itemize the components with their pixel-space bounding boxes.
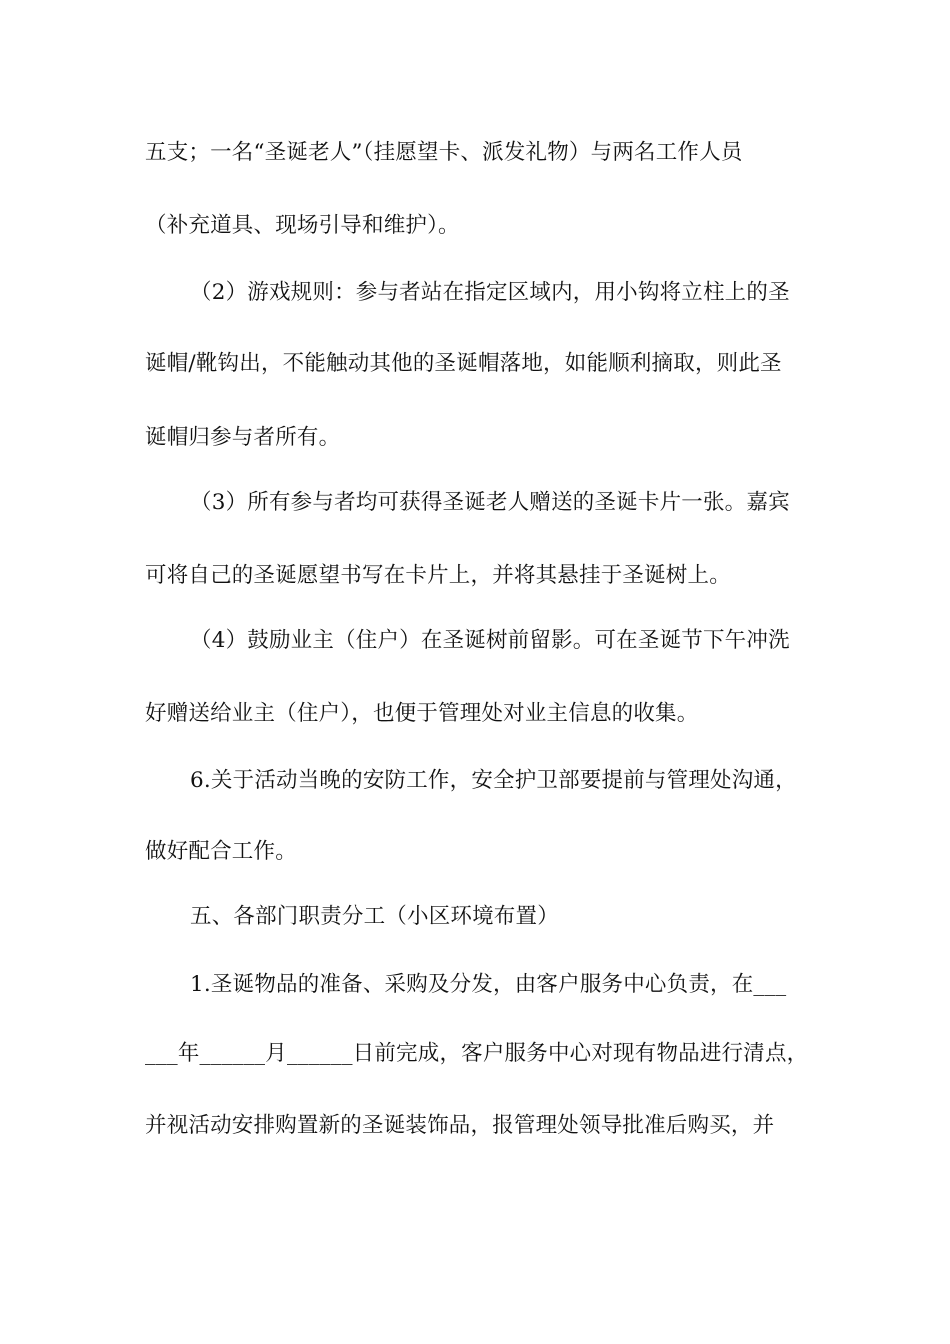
section-heading: 五、各部门职责分工（小区环境布置） — [190, 904, 559, 929]
text-line: （补充道具、现场引导和维护）。 — [145, 213, 460, 238]
paragraph-start: 6.关于活动当晚的安防工作，安全护卫部要提前与管理处沟通， — [190, 768, 797, 793]
text-line: 五支；一名“圣诞老人”（挂愿望卡、派发礼物）与两名工作人员 — [145, 140, 743, 165]
text-line: 诞帽归参与者所有。 — [145, 425, 341, 450]
paragraph-start: 1.圣诞物品的准备、采购及分发，由客户服务中心负责，在___ — [190, 972, 787, 997]
text-line: ___年______月______日前完成，客户服务中心对现有物品进行清点， — [145, 1041, 809, 1066]
paragraph-start: （4）鼓励业主（住户）在圣诞树前留影。可在圣诞节下午冲洗 — [190, 628, 790, 653]
text-line: 做好配合工作。 — [145, 839, 297, 864]
text-line: 可将自己的圣诞愿望书写在卡片上，并将其悬挂于圣诞树上。 — [145, 563, 731, 588]
text-line: 并视活动安排购置新的圣诞装饰品，报管理处领导批准后购买，并 — [145, 1113, 775, 1138]
paragraph-start: （3）所有参与者均可获得圣诞老人赠送的圣诞卡片一张。嘉宾 — [190, 490, 790, 515]
text-line: 好赠送给业主（住户），也便于管理处对业主信息的收集。 — [145, 701, 699, 726]
paragraph-start: （2）游戏规则：参与者站在指定区域内，用小钩将立柱上的圣 — [190, 280, 790, 305]
text-line: 诞帽/靴钩出，不能触动其他的圣诞帽落地，如能顺利摘取，则此圣 — [145, 351, 782, 376]
